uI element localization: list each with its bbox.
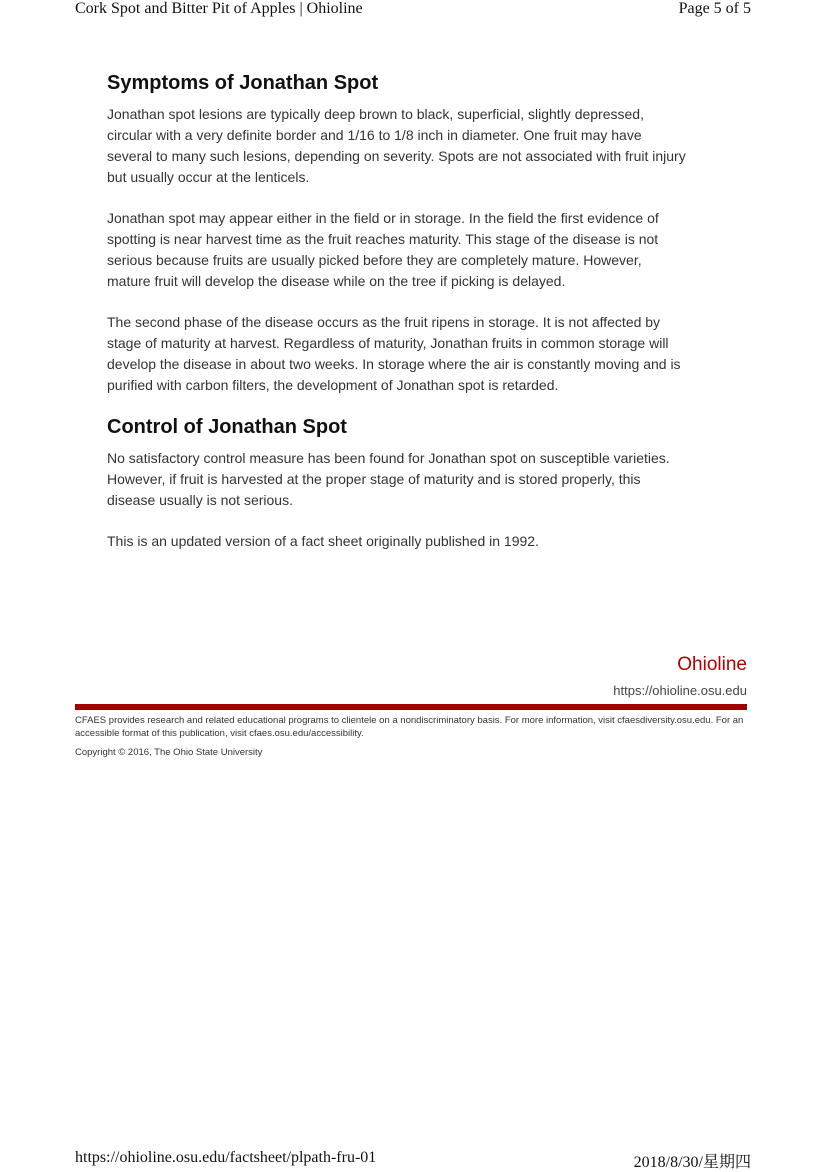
paragraph: This is an updated version of a fact sheet originally published in 1992.: [107, 533, 539, 549]
section-symptoms: [107, 70, 687, 396]
paragraph: Jonathan spot lesions are typically deep brown to black, superficial, slightly depressed, circular with a very definite border and 1/16 to 1/8 inch in diameter. One fruit may have several to many such lesions, depending on severity. Spots are not associated with fruit injury but usually occur at the lenticels.: [107, 106, 686, 185]
site-footer: [75, 652, 747, 759]
print-footer-date: 2018/8/30/星期四: [633, 1154, 751, 1171]
site-url-link[interactable]: https://ohioline.osu.edu: [613, 683, 747, 698]
section-control: [107, 414, 687, 552]
ohioline-logo[interactable]: Ohioline: [677, 654, 747, 675]
paragraph: Jonathan spot may appear either in the field or in storage. In the field the first evidence of spotting is near harvest time as the fruit reaches maturity. This stage of the disease is not serious because fruits are usually picked before they are completely mature. However, mature fruit will develop the disease while on the tree if picking is delayed.: [107, 210, 659, 289]
print-header: [75, 0, 751, 18]
section-heading: Control of Jonathan Spot: [107, 416, 347, 438]
copyright-notice: Copyright © 2016, The Ohio State University: [75, 747, 263, 758]
paragraph: The second phase of the disease occurs as the fruit ripens in storage. It is not affected by stage of maturity at harvest. Regardless of maturity, Jonathan fruits in common storage will develop the disease in about two weeks. In storage where the air is constantly moving and is purified with carbon filters, the development of Jonathan spot is retarded.: [107, 314, 681, 393]
section-heading: Symptoms of Jonathan Spot: [107, 72, 379, 94]
print-header-title: Cork Spot and Bitter Pit of Apples | Ohioline: [75, 0, 363, 17]
footer-divider: [75, 704, 747, 710]
paragraph: No satisfactory control measure has been found for Jonathan spot on susceptible varieties. However, if fruit is harvested at the proper stage of maturity and is stored properly, this disease usually is not serious.: [107, 450, 670, 508]
article-content: [107, 70, 687, 572]
print-header-page-number: Page 5 of 5: [678, 0, 751, 17]
nondiscrimination-notice: CFAES provides research and related educational programs to clientele on a nondiscriminatory basis. For more information, visit cfaesdiversity.osu.edu. For an accessible format of this publication, visit cfaes.osu.edu/accessibility.: [75, 715, 744, 739]
print-footer-url: https://ohioline.osu.edu/factsheet/plpath-fru-01: [75, 1149, 377, 1166]
